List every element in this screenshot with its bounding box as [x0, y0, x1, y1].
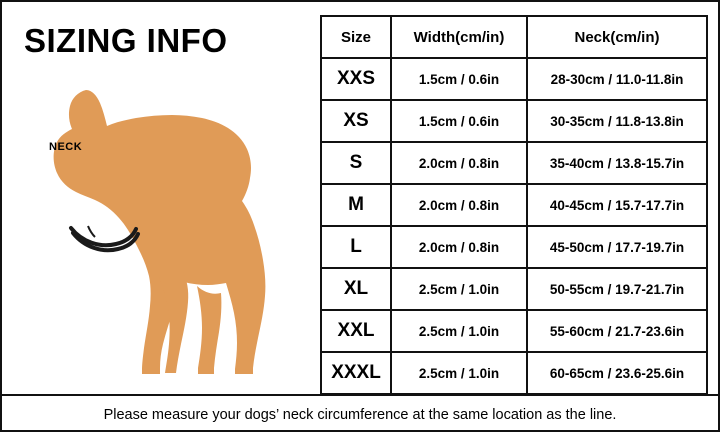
cell-width: 2.5cm / 1.0in [391, 310, 527, 352]
cell-size: M [321, 184, 391, 226]
cell-width: 1.5cm / 0.6in [391, 58, 527, 100]
table-row [321, 58, 707, 100]
table-row [321, 142, 707, 184]
cell-size: XXL [321, 310, 391, 352]
column-header-size: Size [321, 16, 391, 58]
cell-neck: 50-55cm / 19.7-21.7in [527, 268, 707, 310]
table-row [321, 100, 707, 142]
size-table [320, 15, 708, 395]
cell-neck: 30-35cm / 11.8-13.8in [527, 100, 707, 142]
footer-divider [2, 394, 718, 396]
cell-size: XXS [321, 58, 391, 100]
cell-neck: 55-60cm / 21.7-23.6in [527, 310, 707, 352]
cell-width: 2.0cm / 0.8in [391, 184, 527, 226]
column-header-width: Width(cm/in) [391, 16, 527, 58]
cell-width: 2.0cm / 0.8in [391, 142, 527, 184]
cell-size: XXXL [321, 352, 391, 394]
cell-neck: 35-40cm / 13.8-15.7in [527, 142, 707, 184]
dog-illustration [16, 76, 306, 376]
cell-neck: 60-65cm / 23.6-25.6in [527, 352, 707, 394]
neck-label: NECK [49, 141, 83, 153]
cell-width: 1.5cm / 0.6in [391, 100, 527, 142]
table-row [321, 226, 707, 268]
page-title: SIZING INFO [24, 22, 228, 59]
table-row [321, 184, 707, 226]
cell-size: XS [321, 100, 391, 142]
cell-neck: 28-30cm / 11.0-11.8in [527, 58, 707, 100]
cell-width: 2.5cm / 1.0in [391, 268, 527, 310]
cell-size: XL [321, 268, 391, 310]
cell-neck: 40-45cm / 15.7-17.7in [527, 184, 707, 226]
left-panel [2, 2, 314, 392]
table-header-row [321, 16, 707, 58]
footer-note: Please measure your dogs’ neck circumference at the same location as the line. [103, 407, 617, 423]
cell-width: 2.0cm / 0.8in [391, 226, 527, 268]
cell-size: L [321, 226, 391, 268]
table-row [321, 352, 707, 394]
cell-neck: 45-50cm / 17.7-19.7in [527, 226, 707, 268]
table-row [321, 310, 707, 352]
column-header-neck: Neck(cm/in) [527, 16, 707, 58]
cell-width: 2.5cm / 1.0in [391, 352, 527, 394]
cell-size: S [321, 142, 391, 184]
table-row [321, 268, 707, 310]
